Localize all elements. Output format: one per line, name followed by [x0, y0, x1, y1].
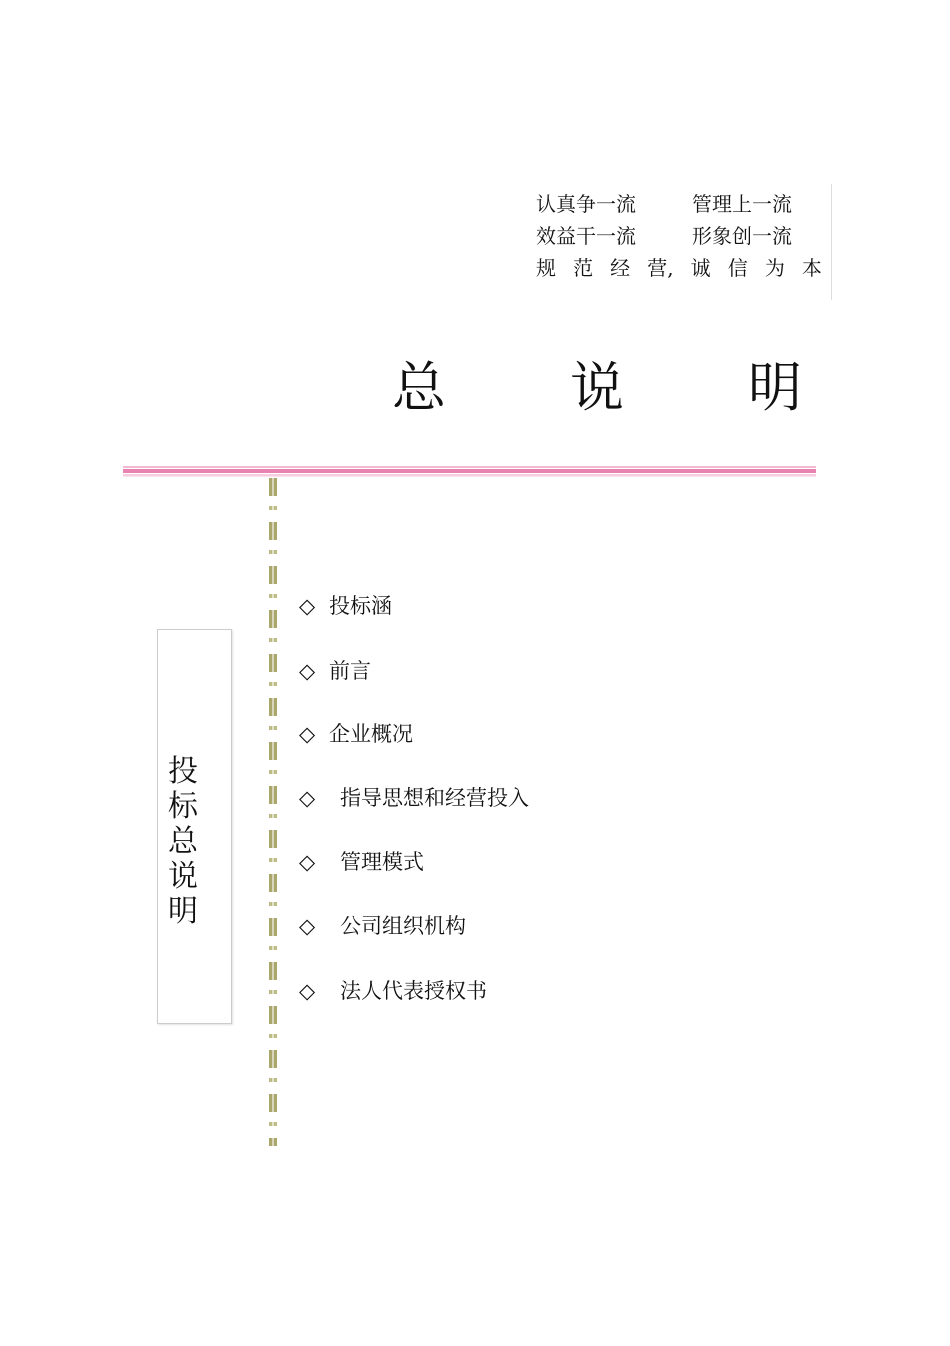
motto-divider	[831, 184, 832, 300]
side-label-char: 说	[168, 859, 198, 894]
motto-char: 诚	[690, 256, 711, 280]
motto-char: 本	[801, 256, 822, 280]
toc-item[interactable]	[299, 975, 487, 1007]
motto-line-2	[536, 220, 826, 252]
diamond-bullet-icon: ◇	[299, 979, 316, 1003]
vertical-dashed-divider	[269, 478, 277, 1146]
motto-char: 范	[573, 256, 594, 280]
toc-item-label: 法人代表授权书	[340, 979, 487, 1003]
motto-char: 营,	[647, 256, 674, 280]
diamond-bullet-icon: ◇	[299, 659, 316, 683]
toc-item[interactable]	[299, 910, 466, 942]
page-title	[392, 352, 802, 424]
title-char: 总	[392, 356, 446, 419]
diamond-bullet-icon: ◇	[299, 594, 316, 618]
motto-line-3	[536, 252, 822, 284]
motto-phrase: 效益干一流	[536, 224, 636, 248]
motto-char: 为	[764, 256, 785, 280]
toc-item-label: 投标涵	[329, 594, 392, 618]
motto-char: 经	[610, 256, 631, 280]
side-label-char: 总	[168, 824, 198, 859]
toc-item-label: 指导思想和经营投入	[340, 786, 529, 810]
toc-item-label: 企业概况	[329, 722, 413, 746]
motto-char: 信	[727, 256, 748, 280]
side-label-char: 标	[168, 789, 198, 824]
side-label-char: 明	[168, 894, 198, 929]
motto-block	[536, 188, 826, 284]
diamond-bullet-icon: ◇	[299, 786, 316, 810]
toc-item[interactable]	[299, 718, 413, 750]
motto-line-1	[536, 188, 826, 220]
toc-item[interactable]	[299, 782, 529, 814]
diamond-bullet-icon: ◇	[299, 914, 316, 938]
toc-item-label: 管理模式	[340, 850, 424, 874]
side-label-box	[157, 629, 232, 1024]
title-char: 明	[748, 356, 802, 419]
diamond-bullet-icon: ◇	[299, 850, 316, 874]
toc-item[interactable]	[299, 655, 371, 687]
motto-phrase: 管理上一流	[692, 192, 792, 216]
toc-item[interactable]	[299, 590, 392, 622]
pink-divider-band	[123, 466, 816, 478]
side-label-vertical	[158, 754, 208, 929]
diamond-bullet-icon: ◇	[299, 722, 316, 746]
side-label-char: 投	[168, 754, 198, 789]
toc-item[interactable]	[299, 846, 424, 878]
toc-item-label: 公司组织机构	[340, 914, 466, 938]
motto-char: 规	[536, 256, 556, 280]
title-char: 说	[570, 356, 624, 419]
motto-phrase: 认真争一流	[536, 192, 636, 216]
motto-phrase: 形象创一流	[692, 224, 792, 248]
toc-item-label: 前言	[329, 659, 371, 683]
